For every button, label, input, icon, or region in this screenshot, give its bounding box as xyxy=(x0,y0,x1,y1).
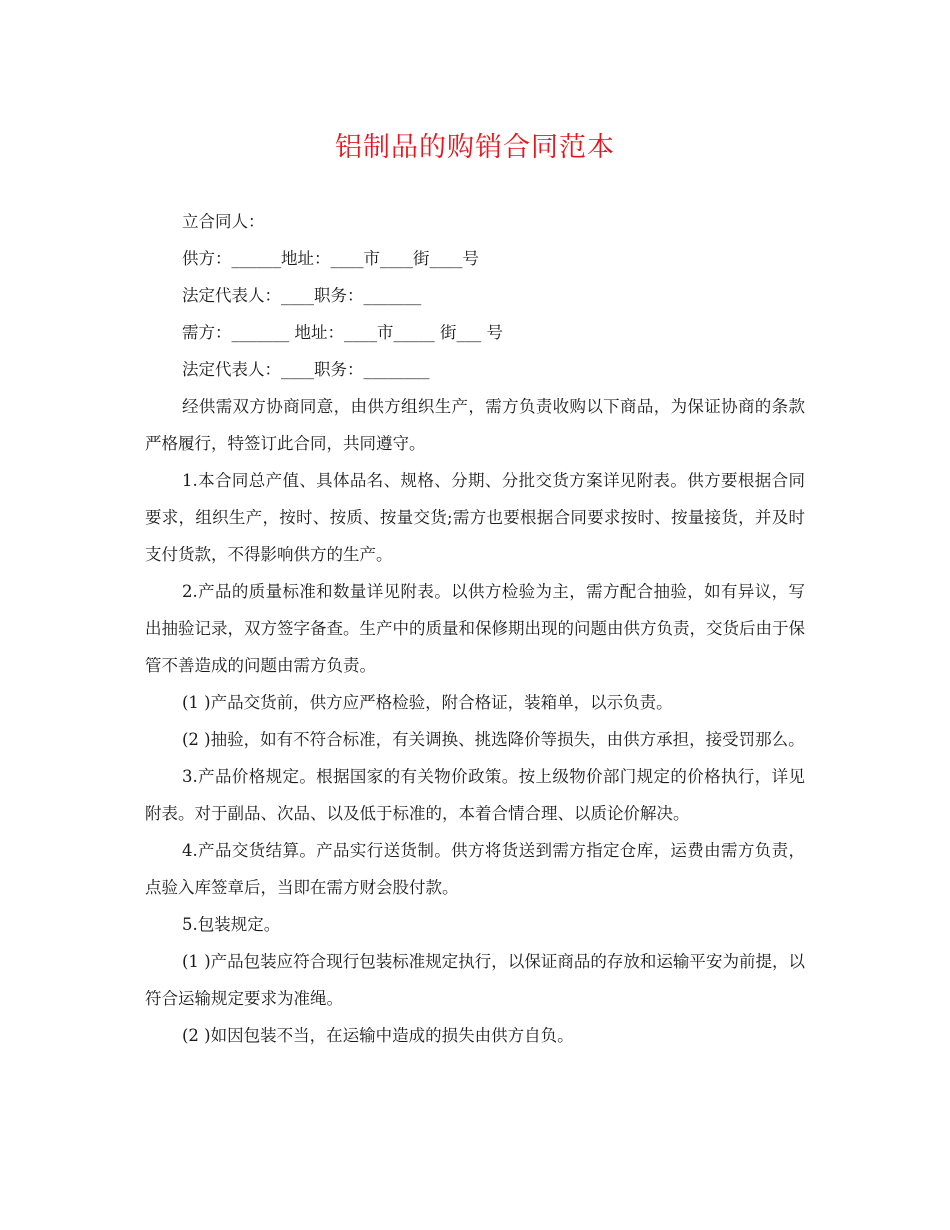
paragraph-clause-2-item-1: (1 )产品交货前，供方应严格检验，附合格证，装箱单，以示负责。 xyxy=(182,693,673,712)
paragraph-contract-parties: 立合同人： xyxy=(182,212,265,231)
paragraph-preamble: 经供需双方协商同意，由供方组织生产，需方负责收购以下商品，为保证协商的条款严格履行，特签订此合同，共同遵守。 xyxy=(145,397,805,453)
paragraph-clause-5-item-1: (1 )产品包装应符合现行包装标准规定执行，以保证商品的存放和运输平安为前提，以符合运输规定要求为准绳。 xyxy=(145,952,805,1008)
document-title: 铝制品的购销合同范本 xyxy=(335,132,615,163)
paragraph-buyer-info: 需方：_______ 地址：____市_____ 街___ 号 xyxy=(182,323,503,342)
document-body xyxy=(145,203,805,1054)
paragraph-clause-2-item-2: (2 )抽验，如有不符合标准，有关调换、挑选降价等损失，由供方承担，接受罚那么。 xyxy=(182,730,805,749)
paragraph-clause-3: 3.产品价格规定。根据国家的有关物价政策。按上级物价部门规定的价格执行，详见附表。对于副品、次品、以及低于标准的，本着合情合理、以质论价解决。 xyxy=(145,767,805,823)
paragraph-clause-1: 1.本合同总产值、具体品名、规格、分期、分批交货方案详见附表。供方要根据合同要求，组织生产，按时、按质、按量交货;需方也要根据合同要求按时、按量接货，并及时支付货款，不得影响供方的生产。 xyxy=(145,471,805,564)
paragraph-buyer-representative: 法定代表人：____职务：________ xyxy=(182,360,430,379)
paragraph-clause-5: 5.包装规定。 xyxy=(182,915,281,934)
paragraph-clause-2: 2.产品的质量标准和数量详见附表。以供方检验为主，需方配合抽验，如有异议，写出抽验记录，双方签字备查。生产中的质量和保修期出现的问题由供方负责，交货后由于保管不善造成的问题由需方负责。 xyxy=(145,582,805,675)
paragraph-clause-5-item-2: (2 )如因包装不当，在运输中造成的损失由供方自负。 xyxy=(182,1026,574,1045)
paragraph-supplier-representative: 法定代表人：____职务：_______ xyxy=(182,286,422,305)
paragraph-clause-4: 4.产品交货结算。产品实行送货制。供方将货送到需方指定仓库，运费由需方负责，点验入库签章后，当即在需方财会股付款。 xyxy=(145,841,805,897)
paragraph-supplier-info: 供方：______地址：____市____街____号 xyxy=(182,249,479,268)
